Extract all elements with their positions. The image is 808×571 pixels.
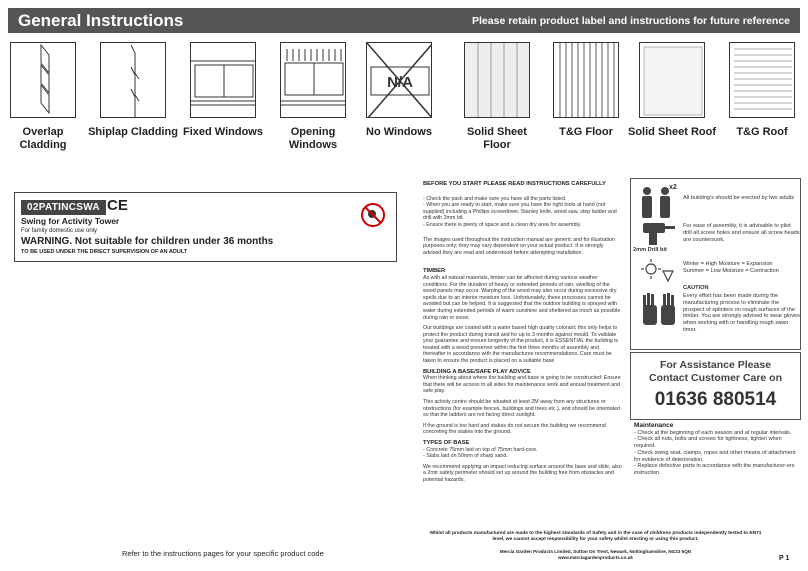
types-text: - Concrete 75mm laid on top of 75mm hard-core. - Slabs laid on 50mm of sharp sand.: [423, 446, 538, 460]
no-windows-item: [366, 42, 432, 138]
product-label: [14, 192, 397, 262]
product-title: Swing for Activity Tower: [21, 216, 120, 226]
website: www.merciagardenproducts.co.uk: [558, 555, 633, 560]
drill-text: For ease of assembly, it is advisable to pilot drill all screw holes and ensure all screw heads are countersunk.: [683, 223, 800, 243]
timber-p2: Our buildings are coated with a water based high quality colorant; this only helps to protect the product during transit and for up to 3 months against mould. To validate your guarantee and ensure longevity of the product, it is ESSENTIAL the building is treated with a wood preserver within the first three months of assembly and thereafter in accordance with the manufactures recommendations. Care must be taken to ensure the product is placed on a suitable base: [423, 325, 619, 365]
tg-floor-item: [553, 42, 619, 138]
instructions-heading: BEFORE YOU START PLEASE READ INSTRUCTIONS CAREFULLY: [423, 181, 606, 187]
page-title: General Instructions: [18, 10, 184, 30]
solid-sheet-floor-icon: [464, 42, 530, 118]
product-supervision: TO BE USED UNDER THE DIRECT SUPERVISION OF AN ADULT: [21, 249, 188, 255]
icon-label: Solid Sheet Floor: [467, 126, 527, 151]
intro-text: - Check the pack and make sure you have all the parts listed. - When you are ready to start, make sure you have the right tools at hand (not supplied) including a Phillips screwdriver, Stanley knife, wood saw, step ladder and drill with 2mm bit. - Ensure there is plenty of space and a clean dry area for assembly.: [423, 195, 617, 228]
solid-sheet-roof-item: [628, 42, 716, 138]
base-heading: BUILDING A BASE/SAFE PLAY ADVICE: [423, 368, 531, 375]
header-bar: [8, 8, 800, 33]
assist-line2: Contact Customer Care on: [648, 372, 783, 384]
safety-panel: [630, 178, 801, 350]
caution-heading: CAUTION: [683, 285, 709, 291]
opening-windows-item: [280, 42, 346, 151]
standards-text: Whilst all products manufactured are made to the highest standards of Safety and in the case of childrens products independently tested to EN71 level, we cannot accept responsibility for your safety whilst erecting or using this product.: [429, 531, 762, 542]
fixed-windows-icon: [190, 42, 256, 118]
assistance-box: [630, 352, 801, 420]
x2-label: x2: [669, 184, 677, 191]
opening-windows-icon: [280, 42, 346, 118]
icon-label: Solid Sheet Roof: [628, 126, 716, 138]
base-p2: This activity centre should be situated at least 2M away from any structures or obstructions (for example fences, buildings and trees etc.), and should be orientated so that the ladders are not facing direct sunlight.: [423, 399, 620, 419]
maintenance-heading: Maintenance: [634, 422, 674, 429]
adults-text: All building's should be erected by two adults: [683, 195, 795, 201]
overlap-cladding-item: [10, 42, 76, 151]
product-warning: WARNING. Not suitable for children under 36 months: [21, 236, 274, 247]
company-line: Mercia Garden Products Limited, Sutton On Trent, Newark, Nottinghamshire, NG23 6QN: [499, 549, 692, 554]
timber-p1: As with all natural materials, timber can be affected during various weather conditions. For the duration of heavy or extended periods of rain, swelling of the wood panels may occur. Warping of the wood may also occur during excessive dry spells due to an interior moisture loss. Unfortunately, these processes cannot be avoided but can be helped. It is suggested that the outdoor building is sprayed with water during extended periods of warm sunshine and sheltered as much as possible during rain or snow.: [423, 274, 621, 321]
icon-label: T&G Roof: [736, 126, 788, 138]
tg-roof-item: [729, 42, 795, 138]
solid-sheet-floor-item: [464, 42, 530, 151]
timber-heading: TIMBER: [423, 268, 446, 275]
page-number: P 1: [779, 555, 790, 562]
icon-label: T&G Floor: [559, 126, 613, 138]
product-sub: For family domestic use only: [21, 228, 98, 234]
icon-label: Shiplap Cladding: [88, 126, 178, 138]
weather-text: Winter = High Moisture = Expansion Summer = Low Moisture = Contraction: [683, 261, 779, 274]
drill-icon: [639, 221, 679, 247]
overlap-cladding-icon: [10, 42, 76, 118]
phone-number: 01636 880514: [654, 389, 777, 410]
fixed-windows-item: [183, 42, 263, 138]
icon-label: Opening Windows: [288, 126, 338, 151]
caution-text: Every effort has been made during the manufacturing process to eliminate the prospect of splinters on rough surfaces of the timber. You are strongly advised to wear gloves when working with or handling rough sawn timer.: [683, 293, 800, 333]
ce-mark: CE: [107, 197, 128, 214]
tg-floor-icon: [553, 42, 619, 118]
base-p1: When thinking about where the building and base is going to be constructed: Ensure that there will be access to all sides for maintenance work and annual treatment and safe play.: [423, 375, 621, 395]
icon-label: No Windows: [366, 126, 432, 138]
construction-icons: [10, 42, 798, 160]
impact-text: We recommend applying an impact reducing surface around the base and slide, also a 2mtr safety perimeter should set up around the building free from obstacles and potential hazards.: [423, 463, 622, 483]
icon-label: Overlap Cladding: [19, 126, 67, 151]
instructions-text: [423, 181, 623, 488]
na-overlay-text: N/A: [387, 74, 413, 91]
shiplap-cladding-item: [88, 42, 178, 138]
icon-label: Fixed Windows: [183, 126, 263, 138]
product-code: 02PATINCSWA: [21, 200, 106, 215]
images-note: The images used throughout the instruction manual are generic and for illustration purposes only; they may vary dependent on your actual product. It is strongly advised they are read and understood before attempting installation.: [423, 236, 615, 256]
drill-label: 2mm Drill bit: [633, 247, 667, 253]
company-address: [423, 549, 768, 561]
types-heading: TYPES OF BASE: [423, 440, 470, 446]
page-subtitle: Please retain product label and instructions for future reference: [472, 14, 790, 27]
no-windows-icon: [366, 42, 432, 118]
shiplap-cladding-icon: [100, 42, 166, 118]
assist-line1: For Assistance Please: [659, 359, 772, 371]
gloves-icon: [639, 291, 679, 331]
refer-note: Refer to the instructions pages for your specific product code: [122, 549, 324, 558]
solid-sheet-roof-icon: [639, 42, 705, 118]
tg-roof-icon: [729, 42, 795, 118]
base-p3: If the ground is too hard and stakes do not secure the building we recommend concreting the stakes into the ground.: [423, 422, 606, 436]
weather-icon: [639, 257, 679, 285]
maintenance-section: [634, 423, 802, 477]
maintenance-text: - Check at the beginning of each season and at regular intervals. - Check all nuts, bolts and screws for tightness, tighten when required. - Check swing seat, clamps, ropes and other means of attachment for evidence of deterioration. - Replace defective parts in accordance with the manufacturer-ers instruction.: [634, 429, 796, 476]
not-for-under-3-icon: [360, 202, 386, 228]
